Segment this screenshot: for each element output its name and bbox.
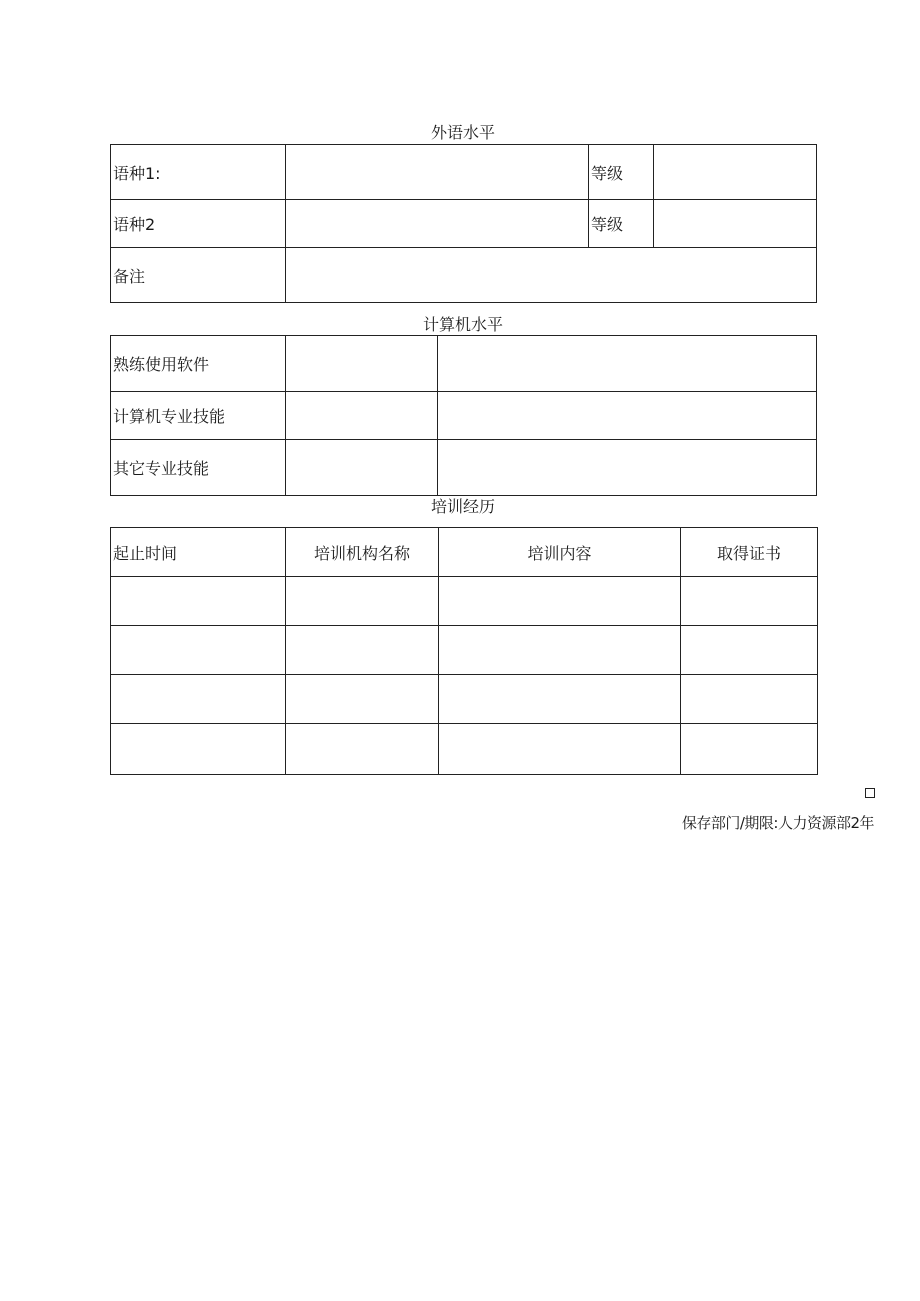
- table-row: [111, 626, 818, 675]
- training-cell[interactable]: [286, 626, 439, 675]
- remark-label: 备注: [111, 248, 286, 303]
- computer-row-detail[interactable]: [438, 336, 817, 392]
- training-table: [110, 527, 818, 775]
- retention-note: 保存部门/期限:人力资源部2年: [681, 814, 874, 832]
- checkbox-icon: [865, 788, 875, 798]
- computer-row-value[interactable]: [286, 392, 438, 440]
- training-cell[interactable]: [681, 577, 818, 626]
- computer-row-label: 计算机专业技能: [111, 392, 286, 440]
- language1-value[interactable]: [286, 145, 589, 200]
- table-row: [111, 724, 818, 775]
- computer-row-label: 熟练使用软件: [111, 336, 286, 392]
- training-cell[interactable]: [286, 577, 439, 626]
- level1-label: 等级: [589, 145, 654, 200]
- foreign-language-title: 外语水平: [430, 123, 495, 142]
- computer-row-detail[interactable]: [438, 440, 817, 496]
- computer-row-label: 其它专业技能: [111, 440, 286, 496]
- training-cell[interactable]: [111, 675, 286, 724]
- training-cell[interactable]: [439, 675, 681, 724]
- language2-value[interactable]: [286, 200, 589, 248]
- level1-value[interactable]: [654, 145, 817, 200]
- training-header-content: 培训内容: [439, 528, 681, 577]
- training-cell[interactable]: [286, 724, 439, 775]
- language2-label: 语种2: [111, 200, 286, 248]
- computer-row-value[interactable]: [286, 336, 438, 392]
- training-cell[interactable]: [111, 724, 286, 775]
- computer-row-detail[interactable]: [438, 392, 817, 440]
- training-cell[interactable]: [439, 626, 681, 675]
- training-header-certificate: 取得证书: [681, 528, 818, 577]
- training-cell[interactable]: [111, 577, 286, 626]
- computer-title: 计算机水平: [422, 315, 503, 334]
- training-title: 培训经历: [430, 497, 495, 516]
- training-cell[interactable]: [439, 577, 681, 626]
- training-cell[interactable]: [286, 675, 439, 724]
- training-cell[interactable]: [681, 675, 818, 724]
- training-cell[interactable]: [681, 724, 818, 775]
- foreign-language-table: [110, 144, 817, 303]
- computer-row-value[interactable]: [286, 440, 438, 496]
- table-row: [111, 675, 818, 724]
- table-row: [111, 577, 818, 626]
- level2-label: 等级: [589, 200, 654, 248]
- training-header-period: 起止时间: [111, 528, 286, 577]
- training-cell[interactable]: [681, 626, 818, 675]
- training-cell[interactable]: [111, 626, 286, 675]
- remark-value[interactable]: [286, 248, 817, 303]
- language1-label: 语种1:: [111, 145, 286, 200]
- level2-value[interactable]: [654, 200, 817, 248]
- computer-table: [110, 335, 817, 496]
- training-cell[interactable]: [439, 724, 681, 775]
- training-header-institution: 培训机构名称: [286, 528, 439, 577]
